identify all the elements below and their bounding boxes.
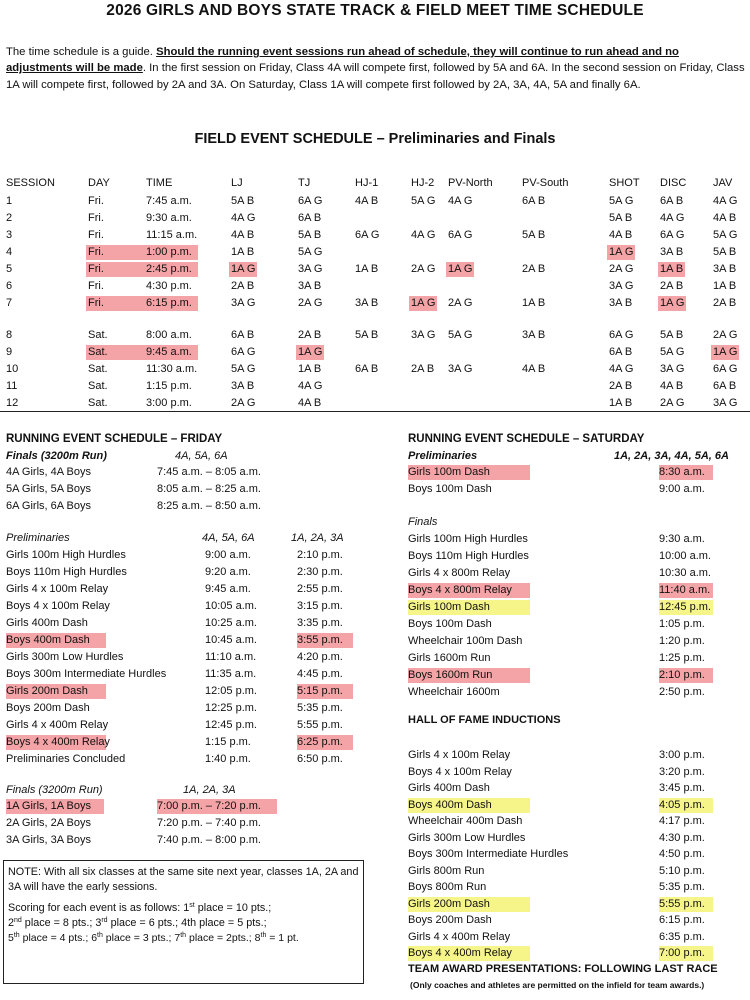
schedule-time: 9:30 a.m. bbox=[659, 533, 705, 545]
field-cell: Fri. bbox=[88, 246, 104, 258]
field-cell: 6A B bbox=[713, 380, 737, 392]
schedule-time: 6:25 p.m. bbox=[297, 735, 353, 750]
schedule-event: Boys 400m Dash bbox=[408, 798, 530, 813]
schedule-time: 4:17 p.m. bbox=[659, 815, 705, 827]
field-cell: Fri. bbox=[88, 280, 104, 292]
field-session-number: 7 bbox=[6, 297, 13, 309]
field-cell: 6A B bbox=[522, 195, 546, 207]
field-cell: 2A G bbox=[411, 263, 436, 275]
friday-finals2-classes: 1A, 2A, 3A bbox=[183, 784, 236, 796]
schedule-time: 12:05 p.m. bbox=[205, 685, 257, 697]
field-cell: Fri. bbox=[88, 297, 104, 309]
field-cell: 4A G bbox=[411, 229, 436, 241]
field-cell: 2A G bbox=[298, 297, 323, 309]
field-cell: 3A G bbox=[660, 363, 685, 375]
schedule-time: 9:00 a.m. bbox=[659, 483, 705, 495]
schedule-time: 10:05 a.m. bbox=[205, 600, 257, 612]
schedule-time: 1:25 p.m. bbox=[659, 652, 705, 664]
field-cell: 1A G bbox=[713, 346, 738, 358]
schedule-event: Girls 100m High Hurdles bbox=[6, 549, 126, 561]
field-cell: 7:45 a.m. bbox=[146, 195, 192, 207]
field-cell: 6A G bbox=[355, 229, 380, 241]
scoring-line-2: 2nd place = 8 pts.; 3rd place = 6 pts.; 4th place = 5 pts.; bbox=[8, 917, 267, 929]
field-cell: Fri. bbox=[88, 263, 104, 275]
field-cell: 9:30 a.m. bbox=[146, 212, 192, 224]
field-cell: 6A G bbox=[298, 195, 323, 207]
field-cell: 4A B bbox=[609, 229, 633, 241]
field-cell: 3A G bbox=[231, 297, 256, 309]
schedule-event: Girls 100m Dash bbox=[408, 465, 530, 480]
field-cell: 5A G bbox=[660, 346, 685, 358]
team-award-line: TEAM AWARD PRESENTATIONS: FOLLOWING LAST RACE bbox=[408, 963, 718, 975]
schedule-event: Girls 800m Run bbox=[408, 864, 485, 877]
schedule-time: 6:15 p.m. bbox=[659, 914, 705, 926]
schedule-event: Girls 100m Dash bbox=[408, 600, 530, 615]
schedule-event: Boys 300m Intermediate Hurdles bbox=[408, 848, 569, 860]
field-session-number: 12 bbox=[6, 397, 19, 409]
schedule-time: 5:55 p.m. bbox=[659, 897, 713, 912]
scoring-line-1: Scoring for each event is as follows: 1st place = 10 pts.; bbox=[8, 902, 272, 914]
field-cell: 3:00 p.m. bbox=[146, 397, 192, 409]
field-cell: 1A G bbox=[411, 297, 436, 309]
friday-prelim-label: Preliminaries bbox=[6, 532, 70, 544]
schedule-time: 7:20 p.m. – 7:40 p.m. bbox=[157, 817, 261, 829]
field-schedule-heading: FIELD EVENT SCHEDULE – Preliminaries and Finals bbox=[194, 131, 556, 147]
field-cell: 8:00 a.m. bbox=[146, 329, 192, 341]
schedule-event: Girls 200m Dash bbox=[6, 684, 106, 699]
schedule-time: 5:10 p.m. bbox=[659, 864, 705, 877]
field-cell: Fri. bbox=[88, 212, 104, 224]
team-award-note: (Only coaches and athletes are permitted on the infield for team awards.) bbox=[410, 980, 705, 990]
field-cell: 1A G bbox=[609, 246, 634, 258]
field-cell: 3A G bbox=[448, 363, 473, 375]
field-cell: 5A B bbox=[355, 329, 379, 341]
schedule-event: Boys 200m Dash bbox=[6, 702, 90, 714]
schedule-time: 4:20 p.m. bbox=[297, 651, 343, 663]
schedule-time: 3:00 p.m. bbox=[659, 749, 705, 761]
field-cell: 4:30 p.m. bbox=[146, 280, 192, 292]
field-cell: Sat. bbox=[88, 380, 108, 392]
schedule-event: Preliminaries Concluded bbox=[6, 753, 126, 765]
schedule-time: 6:50 p.m. bbox=[297, 753, 343, 765]
schedule-time: 5:35 p.m. bbox=[659, 881, 705, 893]
field-cell: 4A G bbox=[231, 212, 256, 224]
field-cell: 2A G bbox=[660, 397, 685, 409]
field-cell: 4A G bbox=[448, 195, 473, 207]
schedule-event: 4A Girls, 4A Boys bbox=[6, 466, 91, 478]
schedule-event: 6A Girls, 6A Boys bbox=[6, 500, 91, 512]
schedule-event: Boys 4 x 100m Relay bbox=[408, 765, 512, 778]
intro-paragraph bbox=[6, 44, 746, 93]
schedule-event: Wheelchair 100m Dash bbox=[408, 635, 523, 647]
field-cell: 4A B bbox=[713, 212, 737, 224]
field-cell: 6A G bbox=[448, 229, 473, 241]
schedule-event: Girls 100m High Hurdles bbox=[408, 533, 528, 545]
field-cell: 3A B bbox=[231, 380, 255, 392]
schedule-event: Girls 200m Dash bbox=[408, 897, 530, 912]
saturday-prelim-classes: 1A, 2A, 3A, 4A, 5A, 6A bbox=[614, 450, 729, 462]
field-col-header: LJ bbox=[231, 177, 243, 189]
field-session-number: 1 bbox=[6, 195, 13, 207]
field-cell: 3A B bbox=[660, 246, 684, 258]
schedule-event: 1A Girls, 1A Boys bbox=[6, 799, 104, 814]
field-col-header: HJ-1 bbox=[355, 177, 379, 189]
schedule-time: 6:35 p.m. bbox=[659, 930, 705, 943]
schedule-event: Wheelchair 1600m bbox=[408, 686, 500, 698]
field-cell: 3A B bbox=[298, 280, 322, 292]
field-cell: 4A G bbox=[609, 363, 634, 375]
schedule-time: 1:15 p.m. bbox=[205, 736, 251, 748]
schedule-event: Boys 400m Dash bbox=[6, 633, 106, 648]
field-cell: 4A G bbox=[713, 195, 738, 207]
intro-rest: . In the first session on Friday, Class 4A will compete first, followed by 5A and 6A. In the second session on Friday, Class 1A will compete first, followed by 2A and 3A. On Saturday, Class 1A will compete first followed by 2A, 3A, 4A, 5A and finally 6A. bbox=[6, 62, 745, 91]
field-cell: 1A B bbox=[298, 363, 322, 375]
field-cell: 3A G bbox=[713, 397, 738, 409]
field-cell: 9:45 a.m. bbox=[146, 346, 192, 358]
intro-lead: The time schedule is a guide. bbox=[6, 46, 157, 58]
field-cell: 1A B bbox=[355, 263, 379, 275]
schedule-event: Girls 4 x 400m Relay bbox=[6, 719, 109, 731]
schedule-time: 3:45 p.m. bbox=[659, 782, 705, 794]
schedule-time: 12:45 p.m. bbox=[659, 600, 713, 615]
schedule-time: 7:00 p.m. bbox=[659, 946, 713, 961]
schedule-time: 8:25 a.m. – 8:50 a.m. bbox=[157, 500, 261, 512]
field-cell: 1:00 p.m. bbox=[146, 246, 192, 258]
schedule-event: Girls 4 x 800m Relay bbox=[408, 567, 511, 579]
field-col-header: JAV bbox=[713, 177, 733, 189]
field-cell: 3A B bbox=[522, 329, 546, 341]
schedule-time: 3:35 p.m. bbox=[297, 617, 343, 629]
schedule-time: 10:45 a.m. bbox=[205, 634, 257, 646]
page-title: 2026 GIRLS AND BOYS STATE TRACK & FIELD MEET TIME SCHEDULE bbox=[106, 2, 644, 19]
field-cell: 1A B bbox=[522, 297, 546, 309]
schedule-time: 9:20 a.m. bbox=[205, 566, 251, 578]
field-cell: 2A G bbox=[609, 263, 634, 275]
schedule-time: 5:15 p.m. bbox=[297, 684, 353, 699]
field-cell: 2A B bbox=[411, 363, 435, 375]
field-cell: 5A G bbox=[448, 329, 473, 341]
schedule-time: 11:40 a.m. bbox=[659, 583, 713, 598]
field-col-header: DAY bbox=[88, 177, 110, 189]
field-cell: 5A G bbox=[713, 229, 738, 241]
field-cell: 3A B bbox=[355, 297, 379, 309]
schedule-time: 9:00 a.m. bbox=[205, 549, 251, 561]
field-cell: 5A G bbox=[298, 246, 323, 258]
schedule-event: Boys 4 x 100m Relay bbox=[6, 600, 110, 612]
field-cell: 6:15 p.m. bbox=[146, 297, 192, 309]
schedule-event: Girls 400m Dash bbox=[408, 782, 490, 794]
schedule-time: 9:45 a.m. bbox=[205, 583, 251, 595]
schedule-event: Boys 4 x 800m Relay bbox=[408, 583, 530, 598]
field-cell: 4A B bbox=[660, 380, 684, 392]
schedule-time: 5:35 p.m. bbox=[297, 702, 343, 714]
field-cell: 2A B bbox=[522, 263, 546, 275]
schedule-time: 7:00 p.m. – 7:20 p.m. bbox=[157, 799, 277, 814]
friday-finals1-classes: 4A, 5A, 6A bbox=[175, 450, 228, 462]
schedule-event: Girls 300m Low Hurdles bbox=[6, 651, 124, 663]
field-cell: 6A G bbox=[609, 329, 634, 341]
field-cell: 11:30 a.m. bbox=[146, 363, 198, 375]
field-cell: 2:45 p.m. bbox=[146, 263, 192, 275]
field-cell: 2A G bbox=[713, 329, 738, 341]
schedule-time: 12:25 p.m. bbox=[205, 702, 257, 714]
schedule-time: 2:30 p.m. bbox=[297, 566, 343, 578]
schedule-time: 7:45 a.m. – 8:05 a.m. bbox=[157, 466, 261, 478]
schedule-time: 12:45 p.m. bbox=[205, 719, 257, 731]
note-box bbox=[3, 860, 364, 984]
field-cell: Fri. bbox=[88, 195, 104, 207]
field-cell: 2A B bbox=[609, 380, 633, 392]
field-session-number: 6 bbox=[6, 280, 13, 292]
field-cell: Sat. bbox=[88, 397, 108, 409]
saturday-heading: RUNNING EVENT SCHEDULE – SATURDAY bbox=[408, 433, 645, 445]
field-cell: 11:15 a.m. bbox=[146, 229, 198, 241]
schedule-time: 4:30 p.m. bbox=[659, 831, 705, 844]
field-cell: 4A B bbox=[355, 195, 379, 207]
schedule-time: 2:10 p.m. bbox=[659, 668, 713, 683]
field-cell: 4A B bbox=[298, 397, 322, 409]
schedule-time: 11:35 a.m. bbox=[205, 668, 257, 680]
schedule-time: 3:20 p.m. bbox=[659, 765, 705, 778]
field-cell: 2A B bbox=[298, 329, 322, 341]
divider bbox=[0, 411, 750, 412]
schedule-time: 8:30 a.m. bbox=[659, 465, 713, 480]
schedule-time: 4:50 p.m. bbox=[659, 848, 705, 860]
schedule-time: 8:05 a.m. – 8:25 a.m. bbox=[157, 483, 261, 495]
schedule-time: 4:05 p.m. bbox=[659, 798, 713, 813]
schedule-event: Boys 110m High Hurdles bbox=[6, 566, 127, 578]
schedule-time: 3:55 p.m. bbox=[297, 633, 353, 648]
field-cell: 3A B bbox=[713, 263, 737, 275]
schedule-event: Girls 300m Low Hurdles bbox=[408, 831, 526, 844]
field-session-number: 5 bbox=[6, 263, 13, 275]
schedule-event: Girls 4 x 100m Relay bbox=[6, 583, 109, 595]
friday-prelim-col2: 1A, 2A, 3A bbox=[291, 532, 344, 544]
schedule-event: Girls 4 x 100m Relay bbox=[408, 749, 511, 761]
field-cell: 6A B bbox=[660, 195, 684, 207]
field-cell: Sat. bbox=[88, 329, 108, 341]
field-cell: 5A B bbox=[609, 212, 633, 224]
saturday-finals-label: Finals bbox=[408, 516, 438, 528]
field-cell: 5A G bbox=[609, 195, 634, 207]
field-col-header: TJ bbox=[298, 177, 311, 189]
schedule-time: 2:50 p.m. bbox=[659, 686, 705, 698]
schedule-time: 1:20 p.m. bbox=[659, 635, 705, 647]
schedule-event: Girls 1600m Run bbox=[408, 652, 491, 664]
field-cell: 5A G bbox=[231, 363, 256, 375]
field-session-number: 10 bbox=[6, 363, 19, 375]
field-col-header: HJ-2 bbox=[411, 177, 435, 189]
field-session-number: 11 bbox=[6, 380, 18, 392]
field-cell: 5A B bbox=[522, 229, 546, 241]
field-col-header: SESSION bbox=[6, 177, 55, 189]
field-cell: 2A B bbox=[713, 297, 737, 309]
schedule-event: Boys 110m High Hurdles bbox=[408, 550, 529, 562]
schedule-time: 10:30 a.m. bbox=[659, 567, 711, 579]
schedule-time: 10:25 a.m. bbox=[205, 617, 257, 629]
note-text: NOTE: With all six classes at the same site next year, classes 1A, 2A and 3A will have the early sessions. bbox=[8, 866, 359, 893]
friday-finals2-label: Finals (3200m Run) bbox=[6, 784, 103, 796]
field-cell: 5A B bbox=[660, 329, 684, 341]
field-cell: 6A B bbox=[609, 346, 633, 358]
field-cell: 6A G bbox=[231, 346, 256, 358]
field-cell: 2A B bbox=[660, 280, 684, 292]
field-col-header: PV-South bbox=[522, 177, 569, 189]
field-cell: 4A G bbox=[298, 380, 323, 392]
field-cell: 3A G bbox=[298, 263, 323, 275]
field-cell: Fri. bbox=[88, 229, 104, 241]
schedule-event: Wheelchair 400m Dash bbox=[408, 815, 523, 827]
field-cell: 2A G bbox=[448, 297, 473, 309]
schedule-time: 3:15 p.m. bbox=[297, 600, 343, 612]
field-cell: 5A B bbox=[298, 229, 322, 241]
field-cell: 1A G bbox=[448, 263, 473, 275]
saturday-prelim-label: Preliminaries bbox=[408, 450, 478, 462]
schedule-event: Boys 200m Dash bbox=[408, 914, 492, 926]
field-col-header: SHOT bbox=[609, 177, 640, 189]
schedule-time: 11:10 a.m. bbox=[205, 651, 257, 663]
schedule-event: Girls 400m Dash bbox=[6, 617, 88, 629]
field-cell: 1A G bbox=[231, 263, 256, 275]
field-cell: 6A B bbox=[298, 212, 322, 224]
field-cell: 2A G bbox=[231, 397, 256, 409]
field-cell: 5A G bbox=[411, 195, 436, 207]
field-cell: 5A B bbox=[713, 246, 737, 258]
schedule-event: Boys 800m Run bbox=[408, 881, 487, 893]
field-session-number: 9 bbox=[6, 346, 13, 358]
schedule-event: Boys 300m Intermediate Hurdles bbox=[6, 668, 167, 680]
field-cell: Sat. bbox=[88, 346, 108, 358]
intro-emphasis: Should the running event sessions run ahead of schedule, they will continue to run ahead and no adjustments will be made bbox=[6, 46, 679, 75]
schedule-time: 1:40 p.m. bbox=[205, 753, 251, 765]
schedule-time: 2:10 p.m. bbox=[297, 549, 343, 561]
field-cell: 4A G bbox=[660, 212, 685, 224]
field-cell: 6A G bbox=[713, 363, 738, 375]
schedule-event: Boys 100m Dash bbox=[408, 483, 492, 495]
field-cell: 6A G bbox=[660, 229, 685, 241]
field-cell: 6A B bbox=[355, 363, 379, 375]
scoring-line-3: 5th place = 4 pts.; 6th place = 3 pts.; 7th place = 2pts.; 8th = 1 pt. bbox=[8, 932, 299, 944]
field-session-number: 8 bbox=[6, 329, 13, 341]
field-cell: 4A B bbox=[231, 229, 255, 241]
field-cell: 1:15 p.m. bbox=[146, 380, 192, 392]
schedule-event: Boys 1600m Run bbox=[408, 668, 530, 683]
schedule-event: Boys 4 x 400m Relay bbox=[408, 946, 530, 961]
friday-heading: RUNNING EVENT SCHEDULE – FRIDAY bbox=[6, 433, 223, 445]
field-session-number: 4 bbox=[6, 246, 13, 258]
field-cell: 2A B bbox=[231, 280, 255, 292]
field-col-header: TIME bbox=[146, 177, 173, 189]
friday-prelim-col1: 4A, 5A, 6A bbox=[202, 532, 255, 544]
field-cell: 6A B bbox=[231, 329, 255, 341]
friday-finals1-label: Finals (3200m Run) bbox=[6, 450, 107, 462]
schedule-time: 2:55 p.m. bbox=[297, 583, 343, 595]
field-cell: 1A B bbox=[231, 246, 255, 258]
schedule-event: Girls 4 x 400m Relay bbox=[408, 930, 511, 943]
field-cell: 1A B bbox=[609, 397, 633, 409]
field-cell: 1A B bbox=[713, 280, 737, 292]
field-col-header: PV-North bbox=[448, 177, 493, 189]
field-cell: 1A G bbox=[298, 346, 323, 358]
field-cell: 3A G bbox=[609, 280, 634, 292]
schedule-time: 10:00 a.m. bbox=[659, 550, 711, 562]
schedule-time: 5:55 p.m. bbox=[297, 719, 343, 731]
field-cell: 1A B bbox=[660, 263, 684, 275]
field-cell: 1A G bbox=[660, 297, 685, 309]
schedule-time: 4:45 p.m. bbox=[297, 668, 343, 680]
field-session-number: 3 bbox=[6, 229, 13, 241]
hall-of-fame-label: HALL OF FAME INDUCTIONS bbox=[408, 714, 561, 726]
field-cell: Sat. bbox=[88, 363, 108, 375]
field-cell: 4A B bbox=[522, 363, 546, 375]
field-cell: 3A G bbox=[411, 329, 436, 341]
field-col-header: DISC bbox=[660, 177, 687, 189]
field-cell: 5A B bbox=[231, 195, 255, 207]
schedule-event: 5A Girls, 5A Boys bbox=[6, 483, 91, 495]
schedule-event: Boys 100m Dash bbox=[408, 618, 492, 630]
schedule-time: 1:05 p.m. bbox=[659, 618, 705, 630]
field-cell: 3A B bbox=[609, 297, 633, 309]
field-session-number: 2 bbox=[6, 212, 13, 224]
schedule-event: Boys 4 x 400m Relay bbox=[6, 736, 110, 748]
schedule-time: 7:40 p.m. – 8:00 p.m. bbox=[157, 834, 261, 846]
schedule-event: 2A Girls, 2A Boys bbox=[6, 817, 91, 829]
schedule-event: 3A Girls, 3A Boys bbox=[6, 834, 91, 846]
